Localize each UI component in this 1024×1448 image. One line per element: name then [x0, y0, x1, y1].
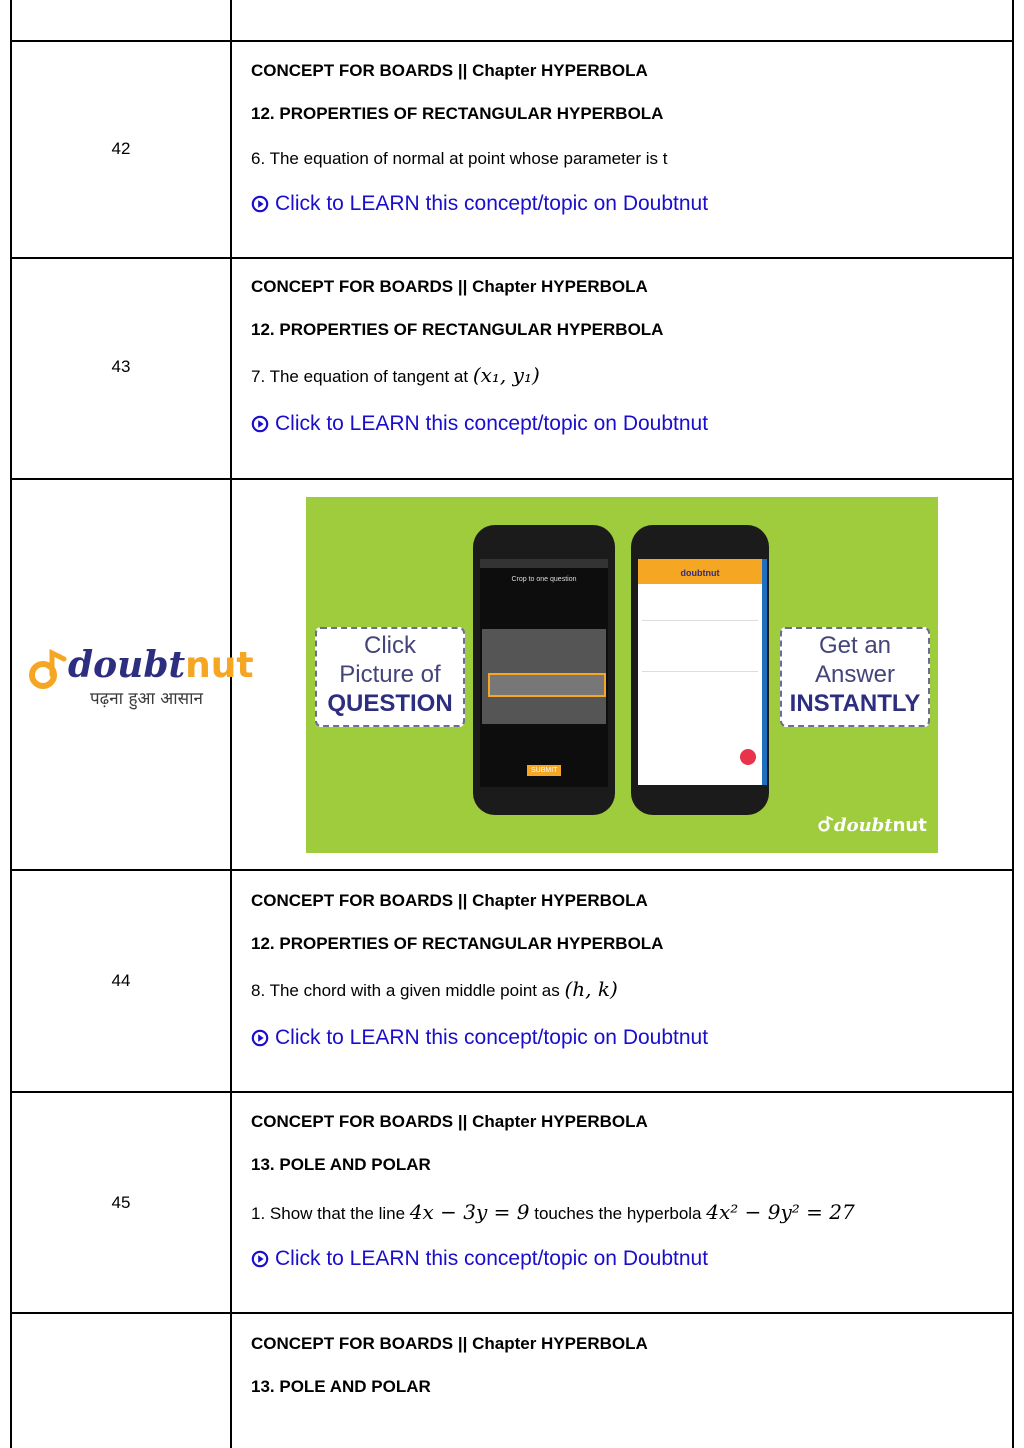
section-title: 12. PROPERTIES OF RECTANGULAR HYPERBOLA: [251, 320, 664, 339]
phone-camera-mockup: [473, 525, 615, 815]
concept-text-middle: touches the hyperbola: [534, 1204, 702, 1223]
table-border-left: [10, 0, 12, 1448]
get-answer-card: [780, 627, 930, 727]
card-line: Get an: [818, 632, 892, 659]
phone-screen: [638, 559, 767, 785]
concept-text: [251, 363, 540, 387]
section-title: 13. POLE AND POLAR: [251, 1155, 431, 1174]
row-number: 43: [111, 357, 131, 376]
phone-screen: [480, 559, 608, 787]
card-line: Answer: [814, 661, 896, 688]
math-expression: 4x − 3y = 9: [409, 1200, 530, 1224]
row-divider: [10, 1091, 1014, 1093]
learn-link[interactable]: [251, 412, 708, 436]
learn-link-label: Click to LEARN this concept/topic on Doubtnut: [275, 412, 709, 435]
doubtnut-ad-banner[interactable]: [306, 497, 938, 853]
crop-label: Crop to one question: [511, 576, 577, 583]
play-circle-icon: [251, 195, 269, 213]
question-photo: [482, 629, 606, 724]
concept-text-prefix: 8. The chord with a given middle point as: [251, 981, 560, 1000]
row-number: 45: [111, 1193, 131, 1212]
section-title: 13. POLE AND POLAR: [251, 1377, 431, 1396]
row-divider: [10, 257, 1014, 259]
doubtnut-note-icon: [818, 815, 834, 833]
concept-heading: CONCEPT FOR BOARDS || Chapter HYPERBOLA: [251, 277, 648, 296]
concept-heading: CONCEPT FOR BOARDS || Chapter HYPERBOLA: [251, 891, 648, 910]
section-title: 12. PROPERTIES OF RECTANGULAR HYPERBOLA: [251, 934, 664, 953]
learn-link[interactable]: [251, 1247, 708, 1271]
table-border-right: [1012, 0, 1014, 1448]
submit-button: SUBMIT: [527, 765, 561, 776]
row-divider: [10, 869, 1014, 871]
concept-heading: CONCEPT FOR BOARDS || Chapter HYPERBOLA: [251, 61, 648, 80]
card-line: INSTANTLY: [789, 690, 921, 717]
concept-heading: CONCEPT FOR BOARDS || Chapter HYPERBOLA: [251, 1112, 648, 1131]
concept-text: [251, 977, 618, 1001]
concept-text-prefix: 1. Show that the line: [251, 1204, 406, 1223]
learn-link-label: Click to LEARN this concept/topic on Doubtnut: [275, 1247, 709, 1270]
row-number: 42: [111, 139, 131, 158]
logo-word-doubt: doubt: [68, 644, 186, 686]
play-circle-icon: [251, 1250, 269, 1268]
card-line: QUESTION: [327, 690, 453, 717]
logo-tagline: पढ़ना हुआ आसान: [90, 689, 203, 709]
concept-text: [251, 1200, 855, 1224]
logo-word-doubt: doubt: [834, 815, 893, 836]
logo-word-nut: nut: [892, 815, 927, 836]
row-number: 44: [111, 971, 131, 990]
concept-text: 6. The equation of normal at point whose parameter is t: [251, 149, 668, 168]
learn-link-label: Click to LEARN this concept/topic on Doubtnut: [275, 192, 709, 215]
click-picture-card: [315, 627, 465, 727]
doubtnut-note-icon: [28, 649, 68, 691]
concept-heading: CONCEPT FOR BOARDS || Chapter HYPERBOLA: [251, 1334, 648, 1353]
phone-answer-mockup: [631, 525, 769, 815]
play-circle-icon: [251, 1029, 269, 1047]
doubtnut-logo: [28, 643, 254, 713]
learn-link[interactable]: [251, 192, 708, 216]
logo-word-nut: nut: [185, 645, 254, 686]
section-title: 12. PROPERTIES OF RECTANGULAR HYPERBOLA: [251, 104, 664, 123]
play-circle-icon: [251, 415, 269, 433]
row-divider: [10, 40, 1014, 42]
learn-link[interactable]: [251, 1026, 708, 1050]
math-expression: 4x² − 9y² = 27: [706, 1200, 855, 1224]
answer-header: doubtnut: [638, 568, 762, 584]
row-divider: [10, 478, 1014, 480]
card-line: Picture of: [339, 661, 441, 688]
math-expression: (h, k): [564, 977, 618, 1001]
table-border-middle: [230, 0, 232, 1448]
learn-link-label: Click to LEARN this concept/topic on Doubtnut: [275, 1026, 709, 1049]
concept-text-prefix: 7. The equation of tangent at: [251, 367, 469, 386]
row-divider: [10, 1312, 1014, 1314]
card-line: Click: [364, 632, 416, 659]
banner-brand-logo: [818, 815, 927, 836]
math-expression: (x₁, y₁): [472, 363, 540, 387]
